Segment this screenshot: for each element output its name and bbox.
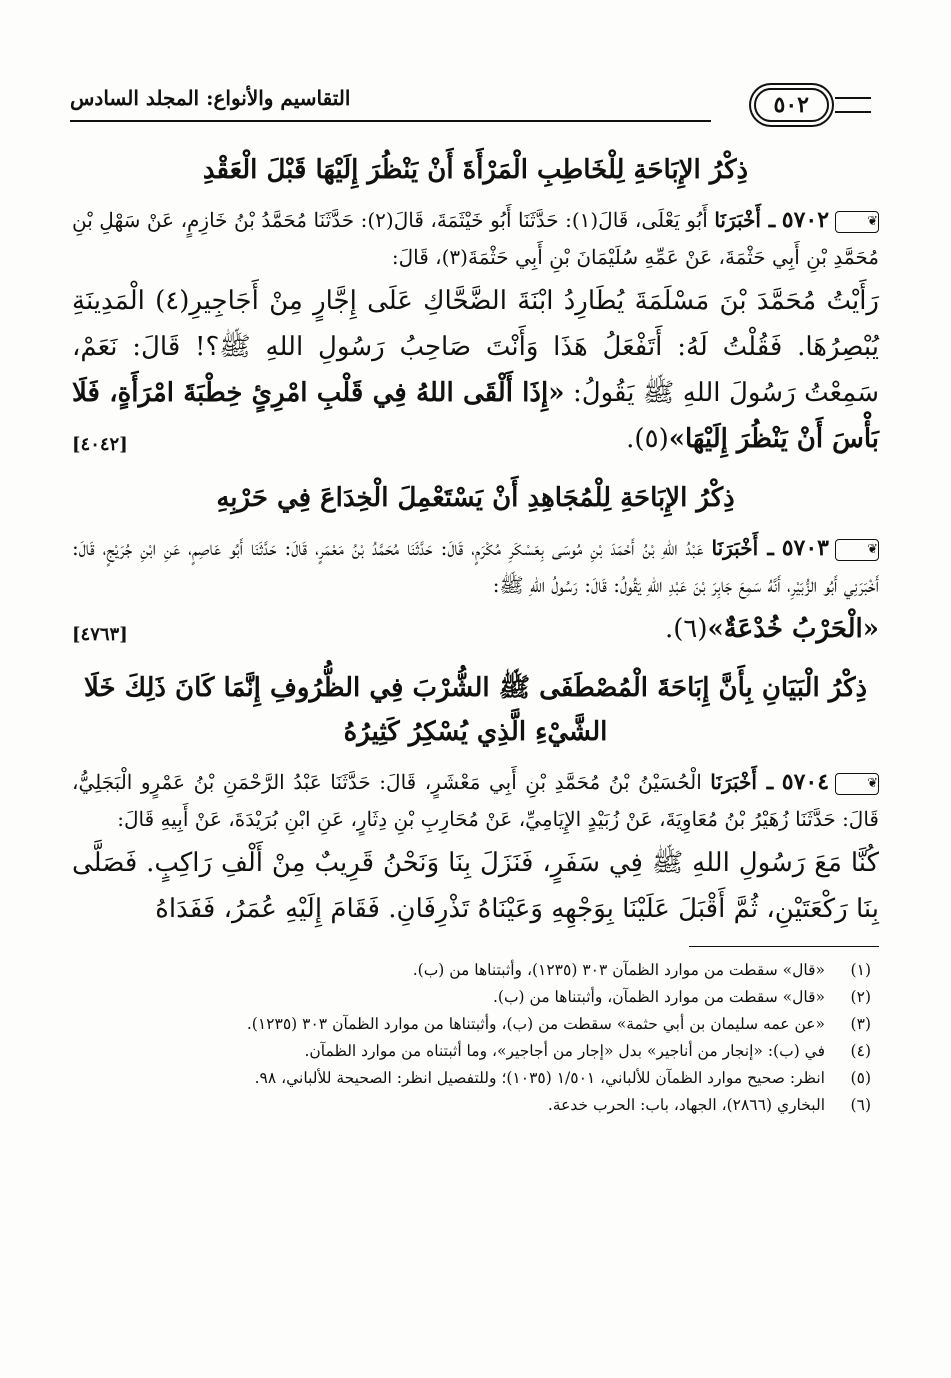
page-number-frame	[748, 88, 871, 122]
matn-footnote-ref: (٦).	[664, 614, 708, 644]
matn-paragraph	[72, 278, 879, 462]
footnote-separator	[689, 946, 879, 947]
footnote-text: البخاري (٢٨٦٦)، الجهاد، باب: الحرب خدعة.	[547, 1096, 825, 1114]
matn-text: رَأَيْتُ مُحَمَّدَ بْنَ مَسْلَمَةَ يُطَارِدُ ابْنَةَ الضَّحَّاكِ عَلَى إِجَّارٍ مِنْ أَجَاجِيرِ(٤) الْمَدِينَةِ يُبْصِرُهَا. فَقُلْتُ لَهُ: أَتَفْعَلُ هَذَا وَأَنْتَ صَاحِبُ رَسُولِ اللهِ ﷺ؟! قَالَ: نَعَمْ، سَمِعْتُ رَسُولَ اللهِ ﷺ يَقُولُ:	[72, 286, 880, 408]
hadith-marker-icon: ❦	[835, 211, 879, 233]
isnad-text: عَبْدُ اللهِ بْنُ أَحْمَدَ بْنِ مُوسَى بِعَسْكَرِ مُكْرَمٍ، قَالَ: حَدَّثَنَا مُحَمَّدُ بْنُ مَعْمَرٍ، قَالَ: حَدَّثَنَا أَبُو عَاصِمٍ، عَنِ ابْنِ جُرَيْجٍ، قَالَ: أَخْبَرَنِي أَبُو الزُّبَيْرِ، أَنَّهُ سَمِعَ جَابِرَ بْنَ عَبْدِ اللهِ يَقُولُ: قَالَ: رَسُولُ اللهِ ﷺ:	[72, 536, 879, 597]
footnotes	[72, 957, 879, 1119]
matn-footnote-ref: (٥).	[626, 424, 669, 454]
footnote	[72, 1092, 879, 1119]
footnote	[72, 1011, 879, 1038]
footnote-text: انظر: صحيح موارد الظمآن للألباني، ١/٥٠١ (١٠٣٥)؛ وللتفصيل انظر: الصحيحة للألباني، ٩٨.	[254, 1069, 825, 1087]
footnote-number: (٣)	[850, 1015, 871, 1033]
isnad-paragraph: ❦٥٧٠٢ ـ أَخْبَرَنَا أَبُو يَعْلَى، قَالَ(١): حَدَّثَنَا أَبُو خَيْثَمَةَ، قَالَ(٢): حَدَّثَنَا مُحَمَّدُ بْنُ خَازِمٍ، عَنْ سَهْلِ بْنِ مُحَمَّدِ بْنِ أَبِي حَثْمَةَ، عَنْ عَمِّهِ سُلَيْمَانَ بْنِ أَبِي حَثْمَةَ(٣)، قَالَ:	[72, 207, 879, 269]
hadith-number: ٥٧٠٣	[781, 535, 829, 561]
footnote-number: (٥)	[850, 1069, 871, 1087]
footnote-number: (٤)	[850, 1042, 871, 1060]
cross-reference: [٤٧٦٣]	[72, 624, 128, 645]
isnad-text: الْحُسَيْنُ بْنُ مُحَمَّدِ بْنِ أَبِي مَعْشَرٍ، قَالَ: حَدَّثَنَا عَبْدُ الرَّحْمَنِ بْنُ عَمْرٍو الْبَجَلِيُّ، قَالَ: حَدَّثَنَا زُهَيْرُ بْنُ مُعَاوِيَةَ، عَنْ زُبَيْدٍ الإِيَامِيِّ، عَنْ مُحَارِبِ بْنِ دِثَارٍ، عَنِ ابْنِ بُرَيْدَةَ، عَنْ أَبِيهِ قَالَ:	[72, 770, 879, 831]
footnote	[72, 1065, 879, 1092]
page-number-ornament	[835, 97, 871, 113]
chapter-heading: ذِكْرُ الْبَيَانِ بِأَنَّ إِبَاحَةَ الْمُصْطَفَى ﷺ الشُّرْبَ فِي الظُّرُوفِ إِنَّمَا كَانَ ذَلِكَ خَلَا الشَّيْءِ الَّذِي يُسْكِرُ كَثِيرُهُ	[83, 673, 868, 747]
matn-text: كُنَّا مَعَ رَسُولِ اللهِ ﷺ فِي سَفَرٍ، فَنَزَلَ بِنَا وَنَحْنُ قَرِيبٌ مِنْ أَلْفِ رَاكِبٍ. فَصَلَّى بِنَا رَكْعَتَيْنِ، ثُمَّ أَقْبَلَ عَلَيْنَا بِوَجْهِهِ وَعَيْنَاهُ تَذْرِفَانِ. فَقَامَ إِلَيْهِ عُمَرُ، فَفَدَاهُ	[72, 848, 879, 924]
hadith-number: ٥٧٠٢	[781, 207, 830, 233]
footnote-text: «قال» سقطت من موارد الظمآن، وأثبتناها من (ب).	[492, 988, 825, 1006]
cross-reference: [٤٠٤٢]	[72, 434, 128, 455]
akhbarana-word: أَخْبَرَنَا	[714, 208, 761, 232]
matn-paragraph	[72, 606, 879, 652]
hadith-marker-icon: ❦	[835, 773, 879, 795]
isnad-paragraph: ❦٥٧٠٤ ـ أَخْبَرَنَا الْحُسَيْنُ بْنُ مُحَمَّدِ بْنِ أَبِي مَعْشَرٍ، قَالَ: حَدَّثَنَا عَبْدُ الرَّحْمَنِ بْنُ عَمْرٍو الْبَجَلِيُّ، قَالَ: حَدَّثَنَا زُهَيْرُ بْنُ مُعَاوِيَةَ، عَنْ زُبَيْدٍ الإِيَامِيِّ، عَنْ مُحَارِبِ بْنِ دِثَارٍ، عَنِ ابْنِ بُرَيْدَةَ، عَنْ أَبِيهِ قَالَ:	[72, 769, 879, 831]
akhbarana-word: أَخْبَرَنَا	[711, 536, 759, 560]
header-rule	[70, 120, 711, 122]
footnote-text: «قال» سقطت من موارد الظمآن ٣٠٣ (١٢٣٥)، وأثبتناها من (ب).	[412, 961, 825, 979]
page-number: ٥٠٢	[754, 88, 829, 122]
matn-quote: «الْحَرْبُ خُدْعَةٌ»	[707, 614, 879, 644]
footnote-number: (٦)	[850, 1096, 871, 1114]
akhbarana-word: أَخْبَرَنَا	[710, 770, 757, 794]
running-title: التقاسيم والأنواع: المجلد السادس	[70, 86, 351, 110]
hadith-marker-icon: ❦	[835, 539, 879, 561]
chapter-heading: ذِكْرُ الإِبَاحَةِ لِلْخَاطِبِ الْمَرْأَةَ أَنْ يَنْظُرَ إِلَيْهَا قَبْلَ الْعَقْدِ	[202, 155, 749, 185]
footnote-text: «عن عمه سليمان بن أبي حثمة» سقطت من (ب)، وأثبتناها من موارد الظمآن ٣٠٣ (١٢٣٥).	[246, 1015, 825, 1033]
footnote	[72, 984, 879, 1011]
chapter-heading: ذِكْرُ الإِبَاحَةِ لِلْمُجَاهِدِ أَنْ يَسْتَعْمِلَ الْخِدَاعَ فِي حَرْبِهِ	[216, 483, 735, 513]
page-header	[70, 74, 881, 118]
footnote	[72, 1038, 879, 1065]
main-text	[72, 140, 879, 1119]
hadith-number: ٥٧٠٤	[781, 769, 830, 795]
matn-paragraph	[72, 840, 879, 932]
footnote-number: (٢)	[850, 988, 871, 1006]
isnad-paragraph: ❦٥٧٠٣ ـ أَخْبَرَنَا عَبْدُ اللهِ بْنُ أَحْمَدَ بْنِ مُوسَى بِعَسْكَرِ مُكْرَمٍ، قَالَ: حَدَّثَنَا مُحَمَّدُ بْنُ مَعْمَرٍ، قَالَ: حَدَّثَنَا أَبُو عَاصِمٍ، عَنِ ابْنِ جُرَيْجٍ، قَالَ: أَخْبَرَنِي أَبُو الزُّبَيْرِ، أَنَّهُ سَمِعَ جَابِرَ بْنَ عَبْدِ اللهِ يَقُولُ: قَالَ: رَسُولُ اللهِ ﷺ:	[72, 535, 879, 597]
isnad-text: أَبُو يَعْلَى، قَالَ(١): حَدَّثَنَا أَبُو خَيْثَمَةَ، قَالَ(٢): حَدَّثَنَا مُحَمَّدُ بْنُ خَازِمٍ، عَنْ سَهْلِ بْنِ مُحَمَّدِ بْنِ أَبِي حَثْمَةَ، عَنْ عَمِّهِ سُلَيْمَانَ بْنِ أَبِي حَثْمَةَ(٣)، قَالَ:	[72, 208, 879, 269]
matn-quote: «إِذَا أَلْقَى اللهُ فِي قَلْبِ امْرِئٍ خِطْبَةَ امْرَأَةٍ، فَلَا بَأْسَ أَنْ يَنْظُرَ إِلَيْهَا»	[72, 378, 879, 454]
footnote	[72, 957, 879, 984]
footnote-number: (١)	[850, 961, 871, 979]
footnote-text: في (ب): «إنجار من أناجير» بدل «إجار من أجاجير»، وما أثبتناه من موارد الظمآن.	[304, 1042, 825, 1060]
